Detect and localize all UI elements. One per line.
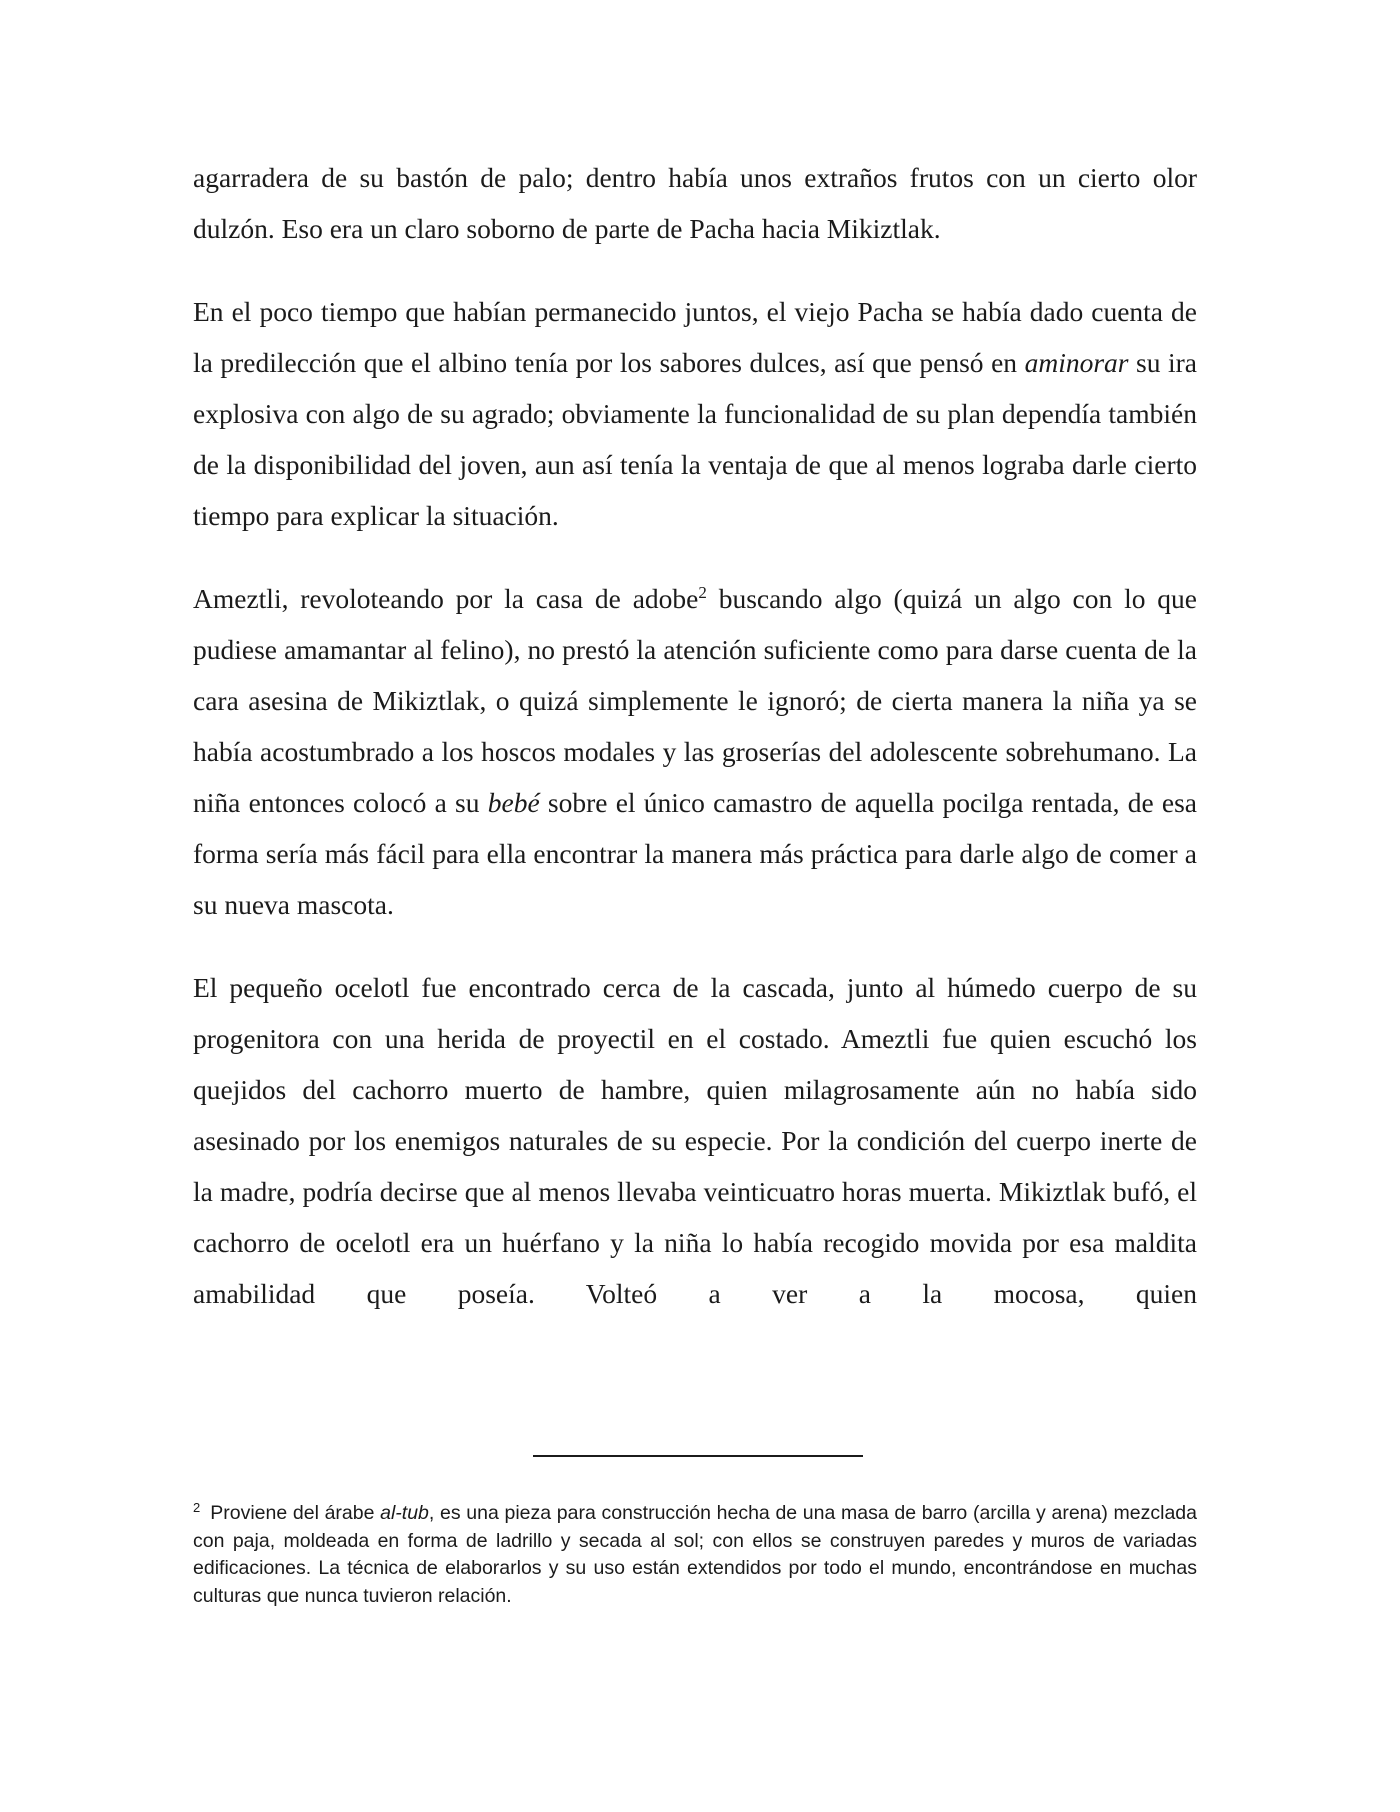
paragraph-2	[193, 286, 1197, 541]
footnote	[193, 1500, 1197, 1610]
italic-word-aminorar: aminorar	[1024, 347, 1129, 378]
paragraph-3-text-middle: buscando algo (quizá un algo con lo que pudiese amamantar al felino), no prestó la atención suficiente como para darse cuenta de la cara asesina de Mikiztlak, o quizá simplemente le ignoró; de cierta manera la niña ya se había acostumbrado a los hoscos modales y las groserías del adolescente sobrehumano. La niña entonces colocó a su	[193, 583, 1197, 818]
footnote-text-after: , es una pieza para construcción hecha de una masa de barro (arcilla y arena) mezclada con paja, moldeada en forma de ladrillo y secada al sol; con ellos se construyen paredes y muros de variadas edificaciones. La técnica de elaborarlos y su uso están extendidos por todo el mundo, encontrándose en muchas culturas que nunca tuvieron relación.	[193, 1502, 1197, 1607]
paragraph-1	[193, 152, 1197, 254]
paragraph-1-text: agarradera de su bastón de palo; dentro había unos extraños frutos con un cierto olor dulzón. Eso era un claro soborno de parte de Pacha hacia Mikiztlak.	[193, 162, 1197, 244]
footnote-number: 2	[193, 1499, 201, 1515]
paragraph-3-text-after: sobre el único camastro de aquella pocilga rentada, de esa forma sería más fácil para ella encontrar la manera más práctica para darle algo de comer a su nueva mascota.	[193, 787, 1198, 920]
footnote-italic-term: al-tub	[380, 1502, 429, 1524]
paragraph-4	[193, 962, 1197, 1319]
paragraph-3-text-before: Ameztli, revoloteando por la casa de adobe	[193, 583, 699, 614]
paragraph-3	[193, 573, 1197, 930]
italic-word-bebe: bebé	[487, 787, 540, 818]
paragraph-2-text-after: su ira explosiva con algo de su agrado; obviamente la funcionalidad de su plan dependía también de la disponibilidad del joven, aun así tenía la ventaja de que al menos lograba darle cierto tiempo para explicar la situación.	[193, 347, 1197, 531]
paragraph-2-text-before: En el poco tiempo que habían permanecido juntos, el viejo Pacha se había dado cuenta de la predilección que el albino tenía por los sabores dulces, así que pensó en	[193, 296, 1197, 378]
footnote-text-before: Proviene del árabe	[210, 1502, 381, 1524]
paragraph-4-text: El pequeño ocelotl fue encontrado cerca de la cascada, junto al húmedo cuerpo de su progenitora con una herida de proyectil en el costado. Ameztli fue quien escuchó los quejidos del cachorro muerto de hambre, quien milagrosamente aún no había sido asesinado por los enemigos naturales de su especie. Por la condición del cuerpo inerte de la madre, podría decirse que al menos llevaba veinticuatro horas muerta. Mikiztlak bufó, el cachorro de ocelotl era un huérfano y la niña lo había recogido movida por esa maldita amabilidad que poseía. Volteó a ver a la mocosa, quien	[193, 972, 1197, 1309]
footnote-separator	[533, 1455, 863, 1457]
body-text	[193, 152, 1197, 1319]
footnote-reference[interactable]: 2	[698, 582, 707, 602]
